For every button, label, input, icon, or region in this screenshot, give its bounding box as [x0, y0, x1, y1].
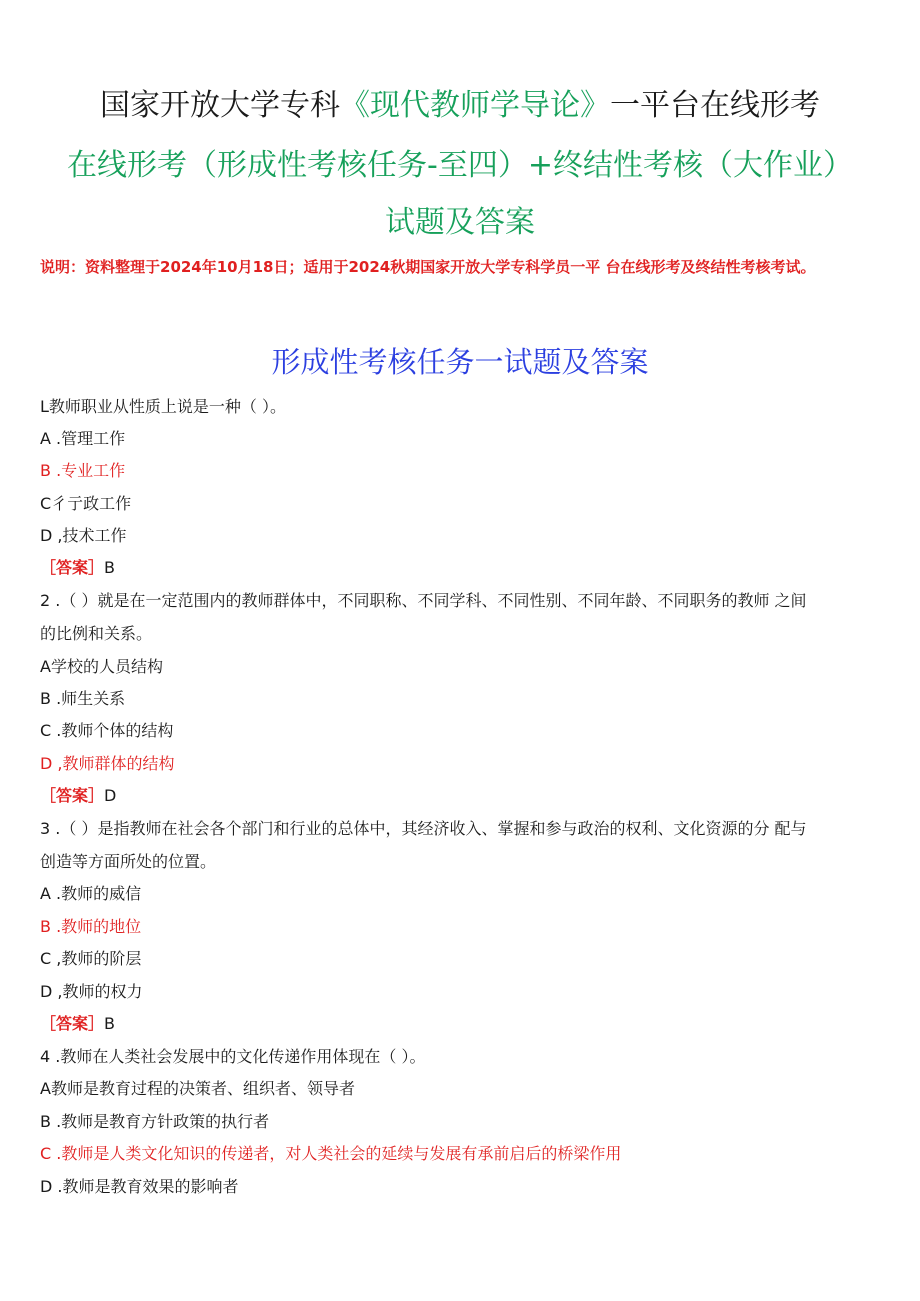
document-note: 说明：资料整理于2024年10月18日；适用于2024秋期国家开放大学专科学员一平 台在线形考及终结性考核考试。	[40, 258, 816, 276]
title-course-name: 《现代教师学导论》	[340, 88, 610, 123]
document-title-line3: 试题及答案	[385, 205, 535, 240]
answer-label: ［答案］	[40, 786, 105, 805]
question-1-answer	[40, 557, 880, 579]
question-4-option-c: C .教师是人类文化知识的传递者，对人类社会的延续与发展有承前启后的桥梁作用	[40, 1144, 622, 1163]
question-1-option-c: C彳亍政工作	[40, 494, 132, 513]
question-2-stem-line2: 的比例和关系。	[40, 624, 153, 643]
question-3-option-d: D ,教师的权力	[40, 982, 143, 1001]
question-1-stem: L教师职业从性质上说是一种（ ）。	[40, 397, 287, 416]
answer-label: ［答案］	[40, 1014, 105, 1033]
question-1-option-b: B .专业工作	[40, 461, 126, 480]
title-part1: 国家开放大学专科	[100, 88, 340, 123]
answer-label: ［答案］	[40, 558, 105, 577]
question-4-option-d: D .教师是教育效果的影响者	[40, 1177, 239, 1196]
answer-letter: D	[104, 786, 117, 805]
question-2-answer	[40, 785, 880, 807]
question-2-option-b: B .师生关系	[40, 689, 126, 708]
question-3-stem-line1: 3 .（ ）是指教师在社会各个部门和行业的总体中，其经济收入、掌握和参与政治的权利、文化资源的分 配与	[40, 819, 807, 838]
answer-letter: B	[104, 558, 115, 577]
question-3-option-a: A .教师的威信	[40, 884, 142, 903]
title-part3: 一平台在线形考	[610, 88, 820, 123]
question-4-option-b: B .教师是教育方针政策的执行者	[40, 1112, 270, 1131]
answer-letter: B	[104, 1014, 115, 1033]
question-1-option-d: D ,技术工作	[40, 526, 127, 545]
section-title: 形成性考核任务一试题及答案	[271, 345, 649, 379]
question-3-option-c: C ,教师的阶层	[40, 949, 142, 968]
question-2-option-d: D ,教师群体的结构	[40, 754, 175, 773]
question-4-stem: 4 .教师在人类社会发展中的文化传递作用体现在（ ）。	[40, 1047, 426, 1066]
question-2-option-a: A学校的人员结构	[40, 657, 163, 676]
question-3-answer	[40, 1013, 880, 1035]
question-3-stem-line2: 创造等方面所处的位置。	[40, 852, 217, 871]
question-2-stem-line1: 2 .（ ）就是在一定范围内的教师群体中，不同职称、不同学科、不同性别、不同年龄、不同职务的教师 之间	[40, 591, 807, 610]
question-1-option-a: A .管理工作	[40, 429, 126, 448]
document-title-line1	[0, 80, 920, 124]
question-3-option-b: B .教师的地位	[40, 917, 142, 936]
question-4-option-a: A教师是教育过程的决策者、组织者、领导者	[40, 1079, 355, 1098]
document-title-line2: 在线形考（形成性考核任务-至四）+终结性考核（大作业）	[67, 148, 853, 183]
question-2-option-c: C .教师个体的结构	[40, 721, 174, 740]
